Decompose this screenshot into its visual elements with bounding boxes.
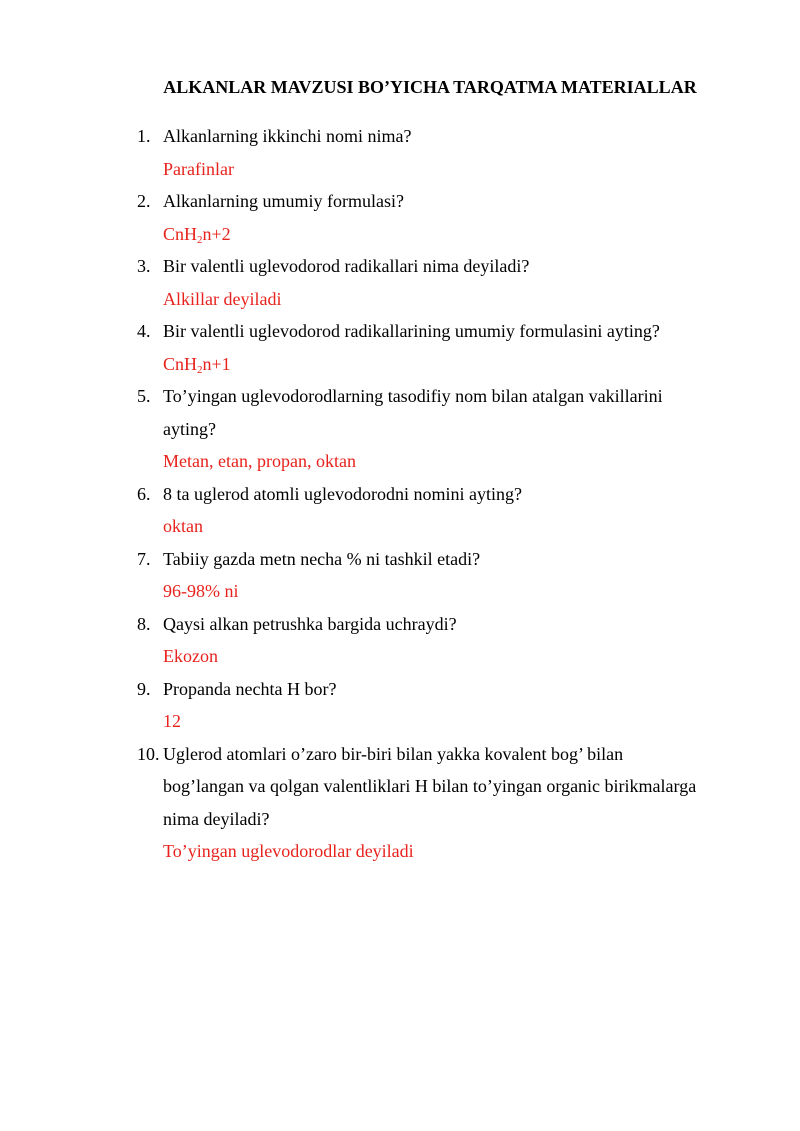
list-item-10 xyxy=(137,738,737,868)
question-text-line: bog’langan va qolgan valentliklari H bilan to’yingan organic birikmalarga xyxy=(163,776,697,796)
question-text-line: ayting? xyxy=(163,418,216,439)
question-text: Bir valentli uglevodorod radikallarining umumiy formulasini ayting? xyxy=(163,321,660,341)
list-item-1 xyxy=(137,120,737,185)
question-text: 8 ta uglerod atomli uglevodorodni nomini ayting? xyxy=(163,483,522,504)
list-item-7 xyxy=(137,543,737,608)
list-item-2 xyxy=(137,185,737,250)
answer-text: Alkillar deyiladi xyxy=(163,288,282,309)
formula-part: n+1 xyxy=(202,353,231,374)
item-number: 4. xyxy=(137,321,151,341)
question-text: Alkanlarning umumiy formulasi? xyxy=(163,191,404,211)
item-number: 1. xyxy=(137,126,151,146)
question-text: Tabiiy gazda metn necha % ni tashkil etadi? xyxy=(163,548,481,569)
list-item-8 xyxy=(137,608,737,673)
answer-text: Metan, etan, propan, oktan xyxy=(163,451,356,471)
item-number: 10. xyxy=(137,743,160,764)
question-text: Propanda nechta H bor? xyxy=(163,678,337,699)
question-text-line: nima deyiladi? xyxy=(163,808,270,829)
answer-text: To’yingan uglevodorodlar deyiladi xyxy=(163,841,414,861)
question-text-line: To’yingan uglevodorodlarning tasodifiy nom bilan atalgan vakillarini xyxy=(163,386,663,406)
formula-part: CnH xyxy=(163,353,198,374)
question-text: Alkanlarning ikkinchi nomi nima? xyxy=(163,126,412,146)
answer-text: Ekozon xyxy=(163,646,218,666)
formula-subscript: 2 xyxy=(197,363,203,376)
answer-text: 12 xyxy=(163,711,181,731)
answer-text: 96-98% ni xyxy=(163,581,239,601)
item-number: 6. xyxy=(137,483,151,504)
formula-subscript: 2 xyxy=(197,233,203,246)
item-number: 9. xyxy=(137,678,151,699)
answer-text: oktan xyxy=(163,516,203,536)
question-list xyxy=(137,120,737,868)
item-number: 3. xyxy=(137,256,151,276)
answer-formula xyxy=(163,348,737,381)
document-title: ALKANLAR MAVZUSI BO’YICHA TARQATMA MATERIALLAR xyxy=(163,77,697,97)
list-item-6 xyxy=(137,478,737,543)
item-number: 7. xyxy=(137,548,151,569)
question-text: Bir valentli uglevodorod radikallari nima deyiladi? xyxy=(163,256,530,276)
answer-formula xyxy=(163,218,737,251)
list-item-9 xyxy=(137,673,737,738)
answer-text: Parafinlar xyxy=(163,158,234,179)
list-item-3 xyxy=(137,250,737,315)
formula-part: n+2 xyxy=(202,223,231,244)
list-item-4 xyxy=(137,315,737,380)
list-item-5 xyxy=(137,380,737,478)
question-text-line: Uglerod atomlari o’zaro bir-biri bilan yakka kovalent bog’ bilan xyxy=(163,743,624,764)
item-number: 5. xyxy=(137,386,151,406)
formula-part: CnH xyxy=(163,223,198,244)
item-number: 2. xyxy=(137,191,151,211)
item-number: 8. xyxy=(137,613,151,634)
question-text: Qaysi alkan petrushka bargida uchraydi? xyxy=(163,613,457,634)
